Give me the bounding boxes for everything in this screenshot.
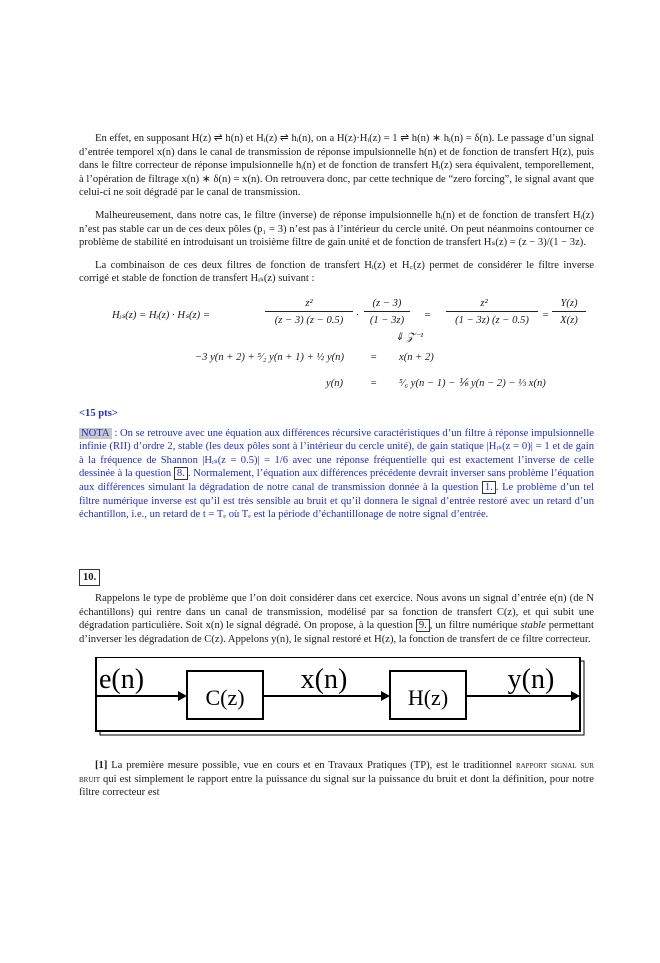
eq-equals-3: =	[370, 377, 378, 389]
eq-rhs2: x(n + 2)	[399, 351, 434, 363]
eq-frac4-den: X(z)	[560, 314, 578, 326]
middle-signal-label: x(n)	[300, 663, 348, 695]
problem-text-3: permettant d’inverser les dégradation de C(z). Appelons y(n), le signal restoré et H(z), la fonction de transfert de ce filtre correcteur.	[79, 620, 594, 646]
output-signal-label: y(n)	[507, 663, 555, 695]
eq-frac2-den: (1 − 3z)	[369, 314, 405, 326]
eq-frac2-num: (z − 3)	[372, 297, 402, 309]
block-diagram	[79, 657, 594, 748]
question-ref-1[interactable]: 1.	[482, 481, 496, 494]
eq-frac1-num: z²	[305, 297, 313, 309]
nota-text-2: . Normalement, l’équation aux différences précédente devrait inverser sans problème l’équation aux différences simulant la dégradation de notre canal de transmission donnée à la question	[79, 468, 595, 493]
snr-text-1: La première mesure possible, vue en cours et en Travaux Pratiques (TP), est le traditionnel	[107, 760, 516, 772]
question-number: 10.	[79, 569, 100, 587]
points-label: <15 pts>	[79, 407, 118, 419]
page	[79, 132, 594, 809]
eq-lhs1: Hᵢₛ(z) = Hᵢ(z) · Hₛ(z) =	[112, 309, 210, 321]
nota-text-3: . Le problème d’un tel filtre numérique inverse est qu’il est très sensible au bruit et qu’il donnera le signal d’entrée restoré avec un retard d’un échantillon, i.e., un retard de t = Tₑ où Tₑ est la période d’échantillonage de notre signal d’entrée.	[79, 481, 594, 521]
block-diagram-svg	[79, 657, 594, 743]
paragraph-combination: La combinaison de ces deux filtres de fonction de transfert Hᵢ(z) et H꜀(z) permet de considérer le filtre inverse corrigé et stable de fonction de transfert Hᵢₛ(z) suivant :	[79, 259, 594, 285]
block-h-label: H(z)	[407, 684, 449, 710]
equation-block	[79, 295, 594, 397]
block-c-label: C(z)	[205, 684, 245, 710]
eq-frac3-den: (1 − 3z) (z − 0.5)	[455, 314, 529, 326]
eq-frac3-num: z²	[480, 297, 488, 309]
eq-lhs3: y(n)	[326, 377, 344, 389]
eq-lhs2: −3 y(n + 2) + ⁵⁄₂ y(n + 1) + ½ y(n)	[195, 351, 345, 363]
eq-equals-1b: =	[542, 309, 550, 321]
paragraph-zero-forcing: En effet, en supposant H(z) ⇌ h(n) et Hᵢ(z) ⇌ hᵢ(n), on a H(z)·Hᵢ(z) = 1 ⇌ h(n) ∗ hᵢ(n) = δ(n). Le passage d’un signal d’entrée temporel x(n) dans le canal de transmission de réponse impulsionnelle h(n) et de fonction de transfert H(z), puis dans le filtre correcteur de réponse impulsionnelle hᵢ(n) et de fonction de transfert Hᵢ(z) sera équivalent, temporellement, à l’opération de filtrage x(n) ∗ δ(n) = x(n). On retrouvera donc, par cette technique de “zero forcing”, le signal avant que celui-ci ne soit dégradé par le canal de transmission.	[79, 133, 594, 199]
problem-text-1: Rappelons le type de problème que l’on doit considérer dans cet exercice. Nous avons un signal d’entrée e(n) (de N échantillons) qui rentre dans un canal de transmission, modélisé par sa fonction de transfert C(z), et qui subit une dégradation particulière. Soit x(n) le signal dégradé. On propose, à la question	[79, 593, 594, 632]
eq-frac1-den: (z − 3) (z − 0.5)	[274, 314, 344, 326]
problem-text-2: , un filtre numérique	[429, 620, 521, 632]
eq-equals-1: =	[424, 309, 432, 321]
nota-label: NOTA	[81, 427, 110, 439]
snr-term: rapport signal sur bruit	[79, 760, 595, 785]
eq-arrow: ⇓ 𝒵⁻¹	[395, 331, 424, 343]
eq-frac4-num: Y(z)	[560, 297, 578, 309]
eq-dot: ·	[356, 309, 359, 321]
eq-rhs3: ⁵⁄₆ y(n − 1) − ⅙ y(n − 2) − ⅓ x(n)	[399, 377, 546, 389]
snr-text-2: qui est simplement le rapport entre la puissance du signal sur la puissance du bruit et dont la définition, pour notre filtre correcteur est	[79, 773, 594, 799]
nota-text-1: : On se retrouve avec une équation aux différences récursive caractéristiques d’un filtre à réponse impulsionnelle infinie (RII) d’ordre 2, stable (les deux pôles sont à l’intérieur du cercle unité), de gain statique |Hᵢₛ(z = 0)| = 1 et de gain à la fréquence de Shannon |Hᵢₛ(z = 0.5)| = 1/6 avec une réponse fréquentielle qui est exactement l’inverse de celle dessinée à la question	[79, 427, 594, 480]
question-ref-9[interactable]: 9.	[416, 619, 430, 632]
paragraph-stability: Malheureusement, dans notre cas, le filtre (inverse) de réponse impulsionnelle hᵢ(n) et de fonction de transfert Hᵢ(z) n’est pas stable car un de ces deux pôles (p₁ = 3) n’est pas à l’intérieur du cercle unité. On peut néanmoins contourner ce problème de stabilité en introduisant un troisième filtre de gain unité et de fonction de transfert Hₛ(z) = (z − 3)/(1 − 3z).	[79, 209, 594, 249]
nota-paragraph	[79, 427, 594, 522]
paragraph-problem	[79, 592, 594, 646]
paragraph-snr	[79, 759, 594, 800]
eq-equals-2: =	[370, 351, 378, 363]
item-number: [1]	[95, 760, 108, 772]
input-signal-label: e(n)	[99, 663, 145, 695]
stable-word: stable	[520, 620, 546, 632]
question-ref-8[interactable]: 8.	[174, 467, 188, 480]
